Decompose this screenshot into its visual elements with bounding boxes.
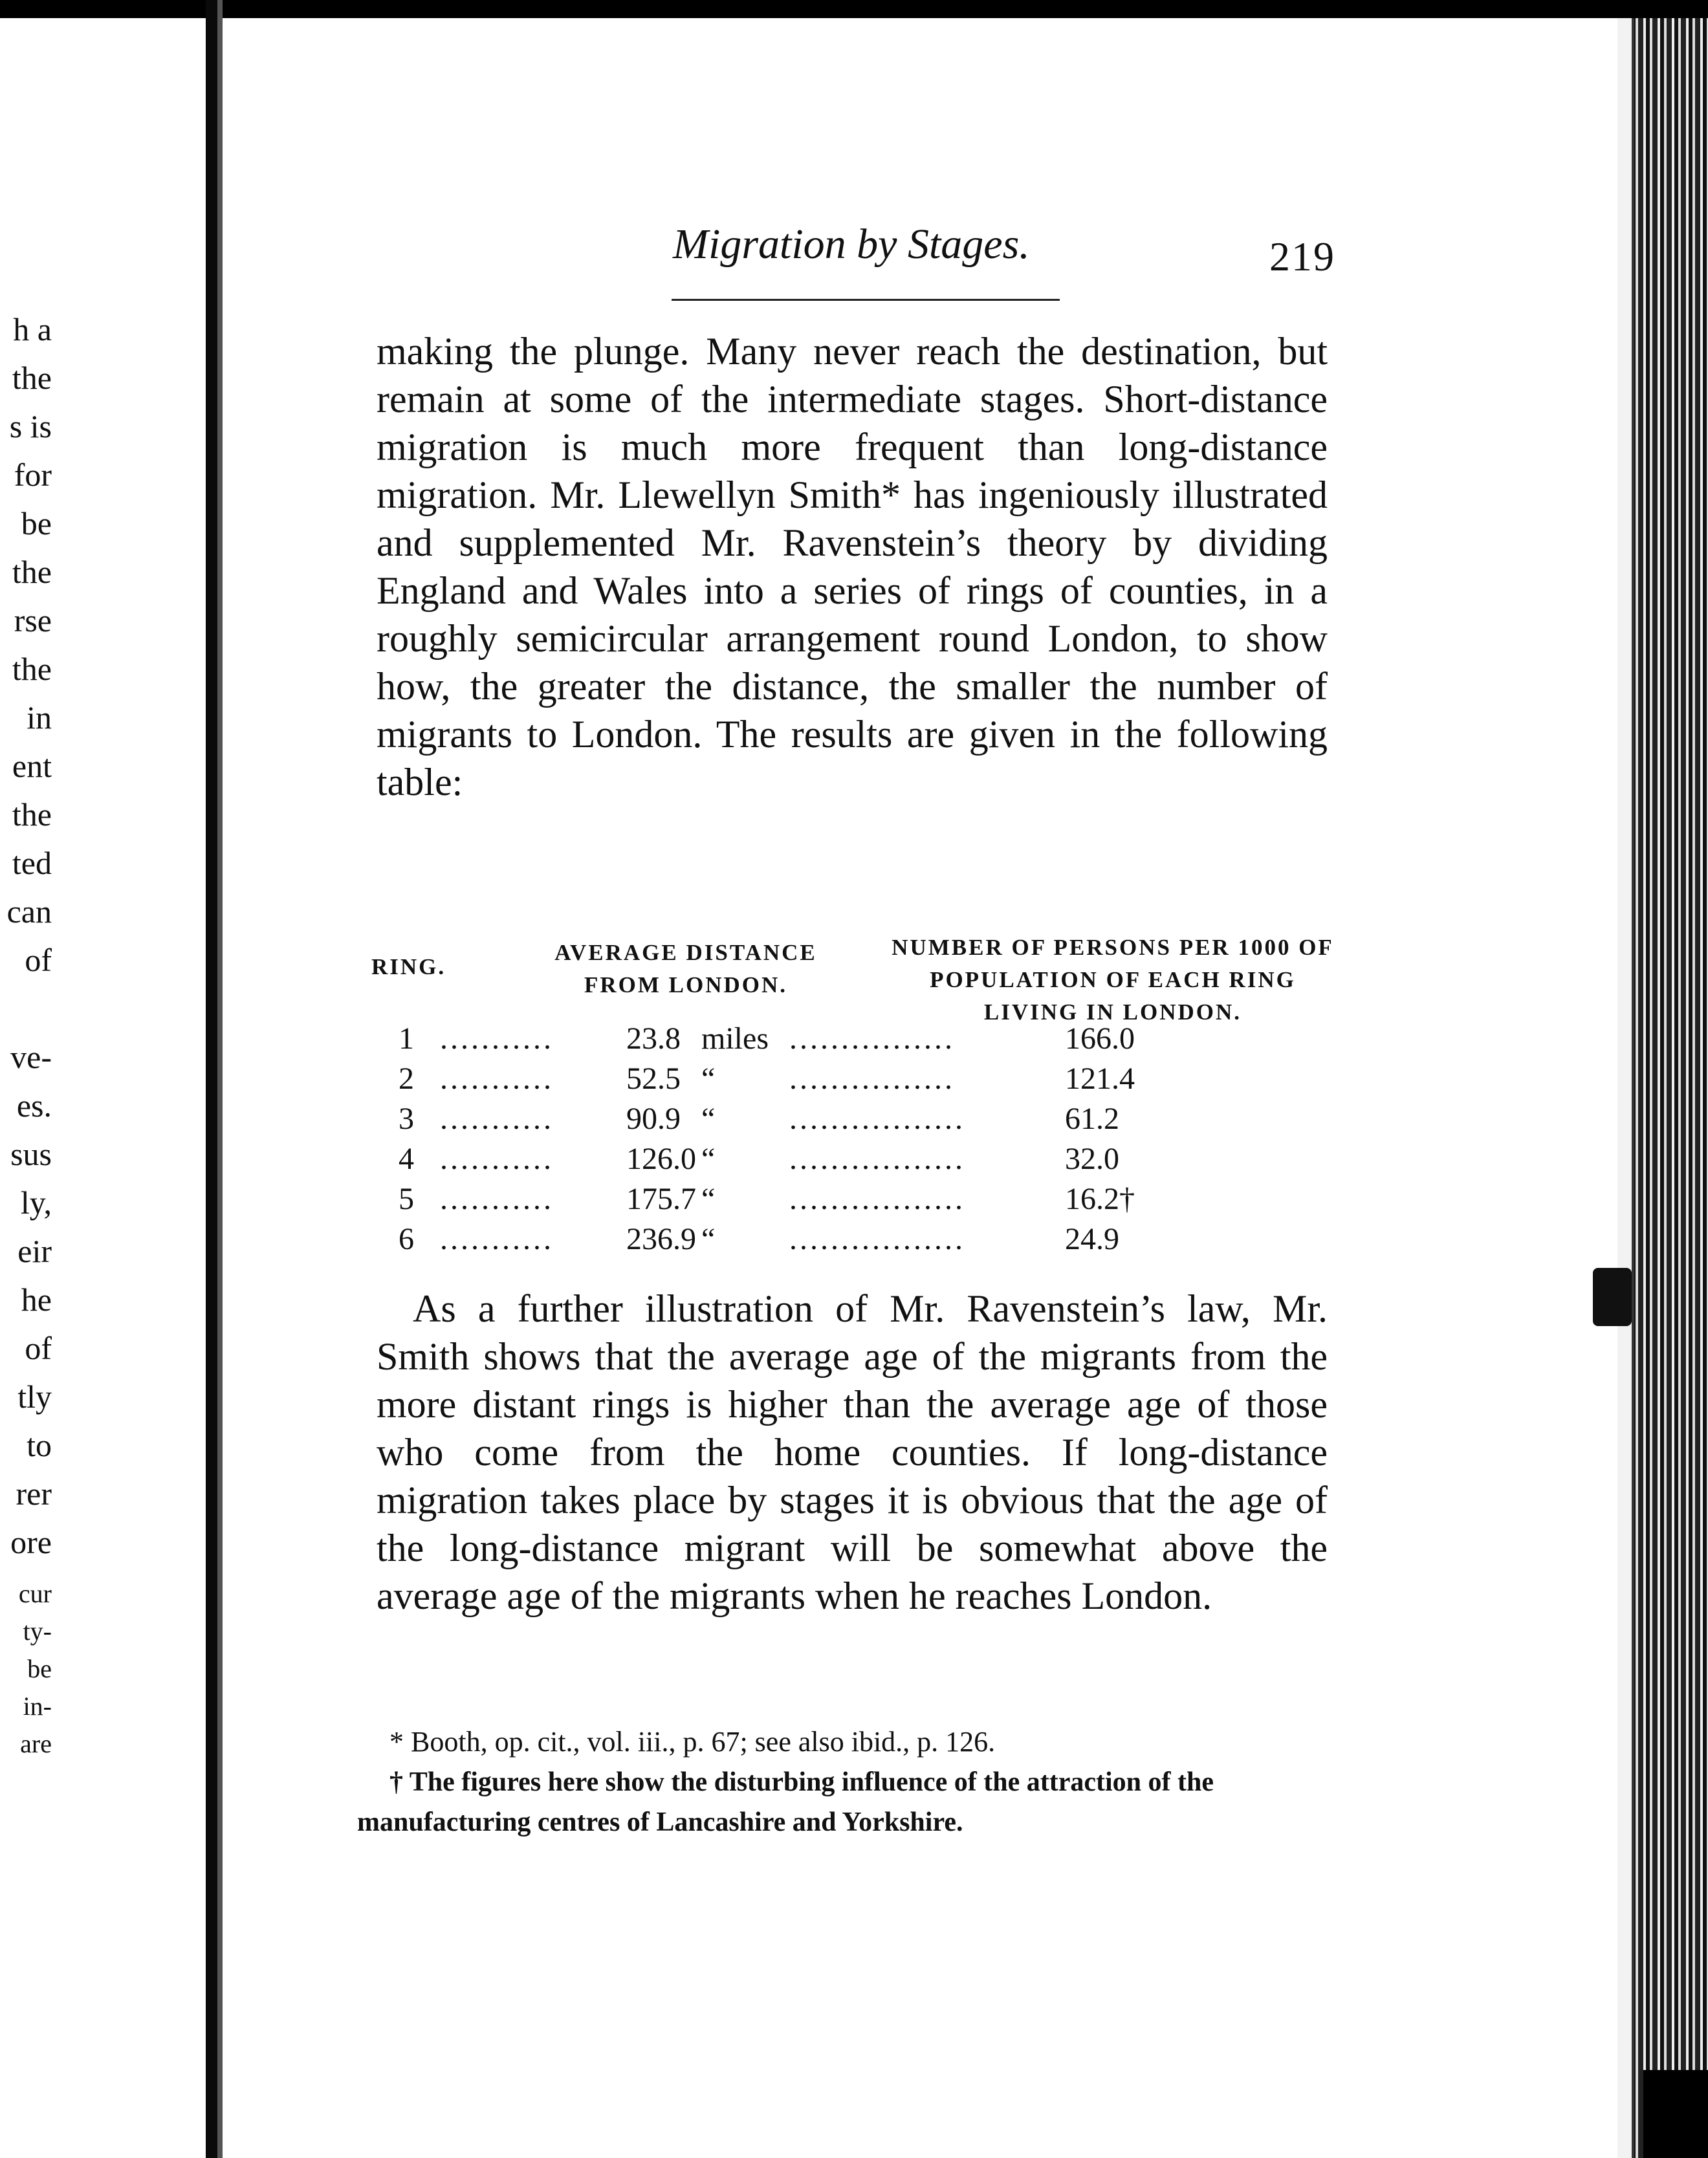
fragment-line: the	[12, 651, 52, 687]
distance-cell: 175.7	[626, 1182, 696, 1216]
page-header	[660, 220, 1048, 278]
table-row	[362, 1181, 1333, 1221]
running-title: Migration by Stages.	[673, 221, 1030, 268]
dot-leader: .................	[789, 1182, 965, 1216]
fragment-line: rse	[14, 602, 52, 638]
fragment-line: ore	[10, 1524, 52, 1560]
fragment-line: es.	[16, 1087, 52, 1124]
fragment-line: eir	[17, 1233, 52, 1269]
page-edge-margin	[1617, 18, 1634, 2158]
footnote-dagger: † The figures here show the disturbing influence of the attraction of the manufacturing centres of Lancashire and Yorkshire.	[357, 1767, 1214, 1837]
number-cell: 24.9	[1065, 1222, 1119, 1256]
paragraph-illustration: As a further illustration of Mr. Ravenstein’s law, Mr. Smith shows that the average age of the migrants from the more distant rings is higher than the average age of those who come from the home counties. If long-distance migration takes place by stages it is obvious that the age of the long-distance migrant will be somewhat above the average age of the migrants when he reaches London.	[377, 1287, 1328, 1617]
fragment-line: ted	[12, 845, 52, 881]
unit-cell: “	[701, 1182, 716, 1216]
unit-cell: “	[701, 1102, 716, 1136]
fragment-line: h a	[13, 311, 52, 347]
gutter-shadow	[217, 0, 223, 2158]
scan-top-border	[0, 0, 1708, 18]
fragment-line: tly	[17, 1379, 52, 1415]
column-header-number: NUMBER OF PERSONS PER 1000 OF POPULATION OF EACH RING LIVING IN LONDON.	[892, 935, 1334, 1025]
fragment-line: for	[14, 457, 52, 493]
fragment-line: ve-	[10, 1039, 52, 1075]
fragment-line: the	[12, 360, 52, 396]
dot-leader: ................	[789, 1062, 955, 1096]
number-cell: 166.0	[1065, 1021, 1135, 1056]
column-header-ring: RING.	[371, 954, 446, 979]
fragment-line: to	[27, 1427, 52, 1463]
thumb-tab-mark	[1593, 1268, 1632, 1326]
dot-leader: ...........	[440, 1142, 554, 1176]
table-row	[362, 1021, 1333, 1061]
unit-cell: “	[701, 1222, 716, 1256]
fragment-line: of	[25, 1330, 52, 1366]
dot-leader: ...........	[440, 1062, 554, 1096]
fragment-line: ent	[12, 748, 52, 784]
fragment-line: rer	[16, 1476, 52, 1512]
page-number: 219	[1269, 234, 1335, 279]
fragment-line: s is	[9, 408, 52, 444]
dot-leader: .................	[789, 1222, 965, 1256]
number-cell: 61.2	[1065, 1102, 1119, 1136]
fragment-line: the	[12, 796, 52, 833]
fragment-line: are	[20, 1729, 52, 1758]
fragment-line: the	[12, 554, 52, 590]
number-cell: 16.2†	[1065, 1182, 1135, 1216]
fragment-line: ly,	[20, 1184, 52, 1221]
unit-cell: miles	[701, 1021, 769, 1056]
fragment-line: in-	[23, 1692, 52, 1721]
column-header-distance: AVERAGE DISTANCE FROM LONDON.	[554, 940, 817, 997]
dot-leader: ...........	[440, 1102, 554, 1136]
paragraph-intro: making the plunge. Many never reach the destination, but remain at some of the intermediate stages. Short-distance migration is much more frequent than long-distance migration. Mr. Llewellyn Smith* has ingeniously illustrated and supplemented Mr. Ravenstein’s theory by dividing England and Wales into a series of rings of counties, in a roughly semicircular arrangement round London, to show how, the greater the distance, the smaller the number of migrants to London. The results are given in the following table:	[377, 330, 1328, 803]
fragment-line: sus	[10, 1136, 52, 1172]
fragment-line: in	[27, 699, 52, 736]
distance-cell: 52.5	[626, 1062, 681, 1096]
dot-leader: .................	[789, 1102, 965, 1136]
fragment-line: be	[21, 505, 52, 541]
ring-cell: 3	[399, 1102, 414, 1136]
footnote-booth: * Booth, op. cit., vol. iii., p. 67; see also ibid., p. 126.	[389, 1726, 996, 1758]
fragment-line: he	[21, 1281, 52, 1318]
distance-cell: 126.0	[626, 1142, 696, 1176]
unit-cell: “	[701, 1142, 716, 1176]
dot-leader: ................	[789, 1021, 955, 1056]
scan-corner-shadow	[1643, 2070, 1708, 2158]
fragment-line: cur	[18, 1579, 52, 1608]
book-gutter	[206, 0, 217, 2158]
ring-cell: 1	[399, 1021, 414, 1056]
unit-cell: “	[701, 1062, 716, 1096]
dot-leader: ...........	[440, 1222, 554, 1256]
ring-cell: 4	[399, 1142, 414, 1176]
fragment-line: be	[27, 1654, 52, 1683]
ring-cell: 2	[399, 1062, 414, 1096]
dot-leader: .................	[789, 1142, 965, 1176]
distance-cell: 23.8	[626, 1021, 681, 1056]
dot-leader: ...........	[440, 1021, 554, 1056]
migration-table	[362, 932, 1346, 1268]
header-rule	[672, 299, 1060, 301]
dot-leader: ...........	[440, 1182, 554, 1216]
distance-cell: 90.9	[626, 1102, 681, 1136]
number-cell: 121.4	[1065, 1062, 1135, 1096]
table-row	[362, 1061, 1333, 1101]
number-cell: 32.0	[1065, 1142, 1119, 1176]
fragment-line: ty-	[23, 1617, 52, 1646]
table-row	[362, 1141, 1333, 1181]
fragment-line: of	[25, 942, 52, 978]
ring-cell: 5	[399, 1182, 414, 1216]
footnotes	[357, 1722, 1308, 1842]
table-row	[362, 1101, 1333, 1141]
table-row	[362, 1221, 1333, 1261]
ring-cell: 6	[399, 1222, 414, 1256]
fragment-line: can	[6, 893, 52, 930]
distance-cell: 236.9	[626, 1222, 696, 1256]
